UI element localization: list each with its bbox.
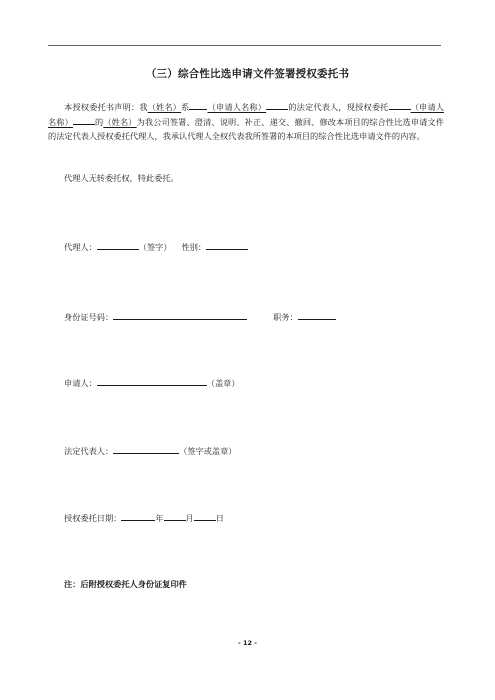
position-label: 职务： [273, 312, 298, 322]
legal-rep-label: 法定代表人： [64, 446, 114, 456]
gender-label: 性别： [181, 242, 207, 252]
position-blank [298, 310, 336, 320]
page-number: - 12 - [238, 639, 257, 647]
statement-text-4: 的 [94, 116, 104, 127]
month-blank [164, 511, 186, 521]
attachment-note: 注：后附授权委托人身份证复印件 [64, 579, 187, 589]
statement-text-2: 系 [181, 102, 190, 112]
id-row [64, 310, 336, 323]
applicant-row [64, 376, 240, 389]
legal-rep-blank [113, 444, 179, 454]
applicant-blank [97, 376, 207, 386]
agent-label: 代理人： [64, 242, 97, 252]
company-placeholder-1: （申请人名称） [207, 102, 267, 112]
name-placeholder-2: （姓名） [103, 116, 137, 127]
company-placeholder-2: （申请人名称） [48, 102, 444, 127]
underline-blank [189, 100, 207, 110]
authorization-statement [48, 100, 444, 144]
name-placeholder-1: （姓名） [147, 102, 182, 112]
no-sub-delegation-text: 代理人无转委托权，特此委托。 [64, 173, 179, 183]
applicant-seal-suffix: （盖章） [206, 378, 240, 388]
applicant-label: 申请人： [64, 378, 97, 388]
year-blank [121, 511, 155, 521]
id-number-blank [113, 310, 247, 320]
year-label: 年 [155, 513, 164, 523]
gender-blank [206, 240, 248, 250]
underline-blank [389, 100, 411, 110]
legal-rep-suffix: （签字或盖章） [179, 446, 237, 456]
legal-rep-row [64, 444, 236, 457]
statement-text-5: 为我公司签署、澄清、说明、补正、递交、撤回、修改本项目的综合性比选申请文件的法定代表人授权委托代理人，我承认代理人全权代表我所签署的本项目的综合性比选申请文件的内容。 [48, 116, 444, 142]
day-blank [194, 511, 216, 521]
agent-sign-suffix: （签字） [138, 242, 172, 252]
date-label: 授权委托日期： [64, 513, 122, 523]
underline-blank [73, 115, 95, 125]
statement-text-3: 的法定代表人，现授权委托 [288, 102, 389, 112]
month-label: 月 [185, 513, 194, 523]
document-title: （三）综合性比选申请文件签署授权委托书 [145, 68, 350, 80]
id-number-label: 身份证号码： [64, 312, 114, 322]
agent-signature-blank [97, 240, 139, 250]
header-rule [48, 45, 441, 46]
agent-row [64, 240, 248, 253]
statement-lead: 本授权委托书声明：我 [64, 102, 148, 112]
date-row [64, 511, 224, 524]
day-label: 日 [215, 513, 224, 523]
underline-blank [266, 100, 288, 110]
